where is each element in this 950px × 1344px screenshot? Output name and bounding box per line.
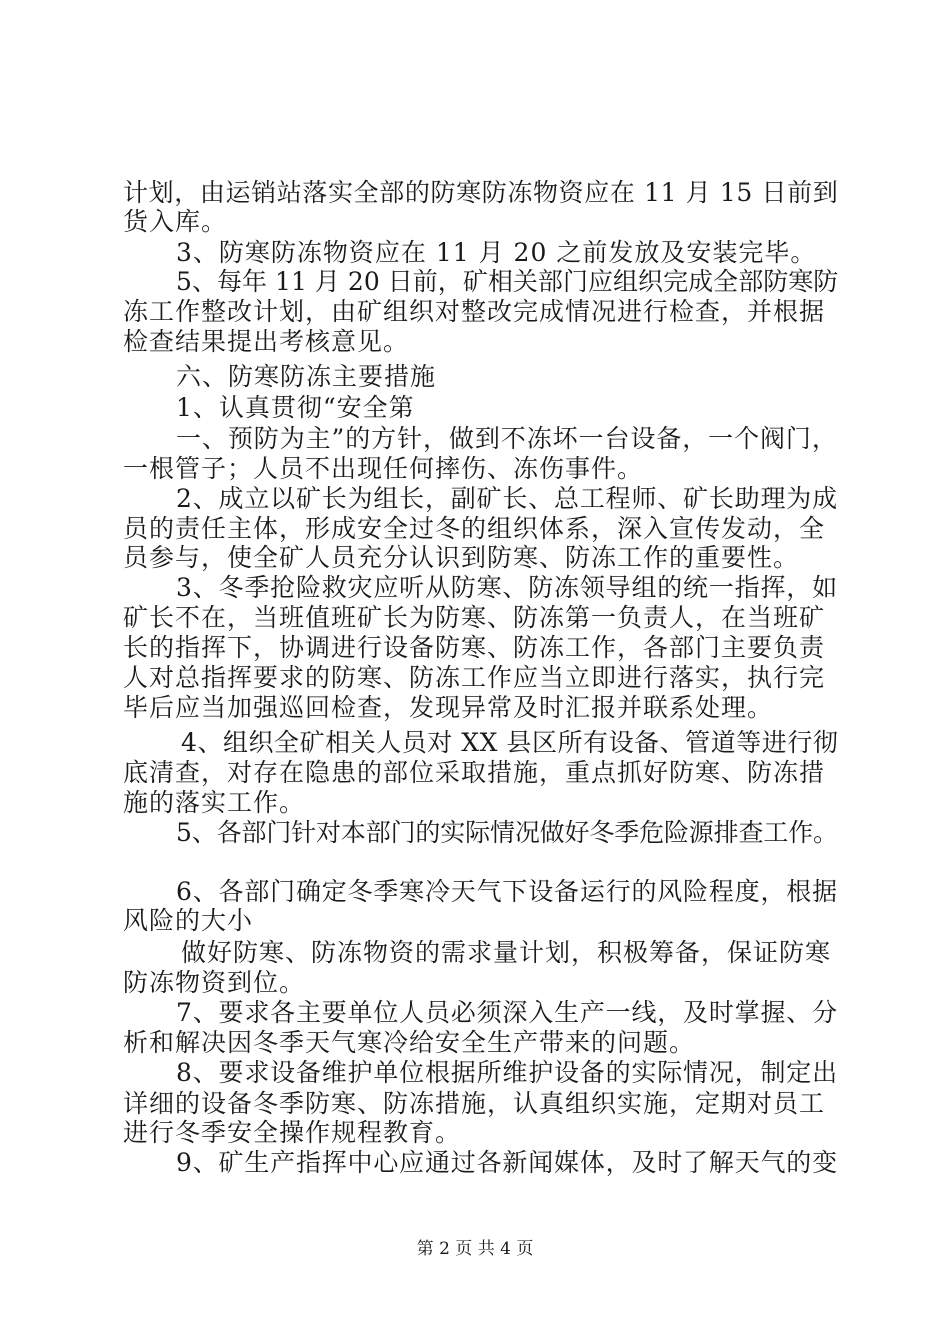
text-line: 矿长不在，当班值班矿长为防寒、防冻第一负责人，在当班矿 (123, 603, 826, 632)
text-line: 8、要求设备维护单位根据所维护设备的实际情况，制定出 (176, 1058, 838, 1087)
text-line: 底清查，对存在隐患的部位采取措施，重点抓好防寒、防冻措 (123, 758, 826, 787)
text-line: 5、各部门针对本部门的实际情况做好冬季危险源排查工作。 (176, 818, 838, 847)
text-line: 计划，由运销站落实全部的防寒防冻物资应在 11 月 15 日前到 (123, 178, 839, 207)
text-line: 长的指挥下，协调进行设备防寒、防冻工作，各部门主要负责 (123, 633, 826, 662)
text-line: 一、预防为主”的方针，做到不冻坏一台设备，一个阀门， (176, 424, 838, 453)
text-line: 冻工作整改计划，由矿组织对整改完成情况进行检查，并根据 (123, 297, 826, 326)
page-number: 第 2 页 共 4 页 (416, 1239, 534, 1259)
text-line: 4、组织全矿相关人员对 XX 县区所有设备、管道等进行彻 (181, 728, 839, 757)
text-line: 施的落实工作。 (123, 788, 306, 817)
text-line: 一根管子；人员不出现任何摔伤、冻伤事件。 (123, 454, 644, 483)
text-line: 析和解决因冬季天气寒冷给安全生产带来的问题。 (123, 1028, 696, 1057)
text-line: 防冻物资到位。 (123, 968, 306, 997)
text-line: 风险的大小 (123, 906, 254, 935)
text-line: 7、要求各主要单位人员必须深入生产一线，及时掌握、分 (176, 998, 838, 1027)
text-line: 人对总指挥要求的防寒、防冻工作应当立即进行落实，执行完 (123, 663, 826, 692)
text-line: 六、防寒防冻主要措施 (176, 362, 437, 391)
page-footer (0, 1238, 950, 1260)
text-line: 毕后应当加强巡回检查，发现异常及时汇报并联系处理。 (123, 693, 774, 722)
text-line: 货入库。 (123, 207, 228, 236)
text-line: 6、各部门确定冬季寒冷天气下设备运行的风险程度，根据 (176, 877, 838, 906)
text-line: 1、认真贯彻“安全第 (176, 393, 415, 422)
text-line: 员参与，使全矿人员充分认识到防寒、防冻工作的重要性。 (123, 543, 800, 572)
text-line: 员的责任主体，形成安全过冬的组织体系，深入宣传发动，全 (123, 514, 826, 543)
text-line: 2、成立以矿长为组长，副矿长、总工程师、矿长助理为成 (176, 484, 838, 513)
text-line: 进行冬季安全操作规程教育。 (123, 1118, 462, 1147)
text-line: 3、防寒防冻物资应在 11 月 20 之前发放及安装完毕。 (176, 238, 817, 267)
text-line: 3、冬季抢险救灾应听从防寒、防冻领导组的统一指挥，如 (176, 573, 838, 602)
text-line: 详细的设备冬季防寒、防冻措施，认真组织实施，定期对员工 (123, 1089, 826, 1118)
text-line: 9、矿生产指挥中心应通过各新闻媒体，及时了解天气的变 (176, 1148, 838, 1177)
text-line: 5、每年 11 月 20 日前，矿相关部门应组织完成全部防寒防 (176, 267, 839, 296)
text-line: 检查结果提出考核意见。 (123, 327, 410, 356)
text-line: 做好防寒、防冻物资的需求量计划，积极筹备，保证防寒 (181, 938, 832, 967)
